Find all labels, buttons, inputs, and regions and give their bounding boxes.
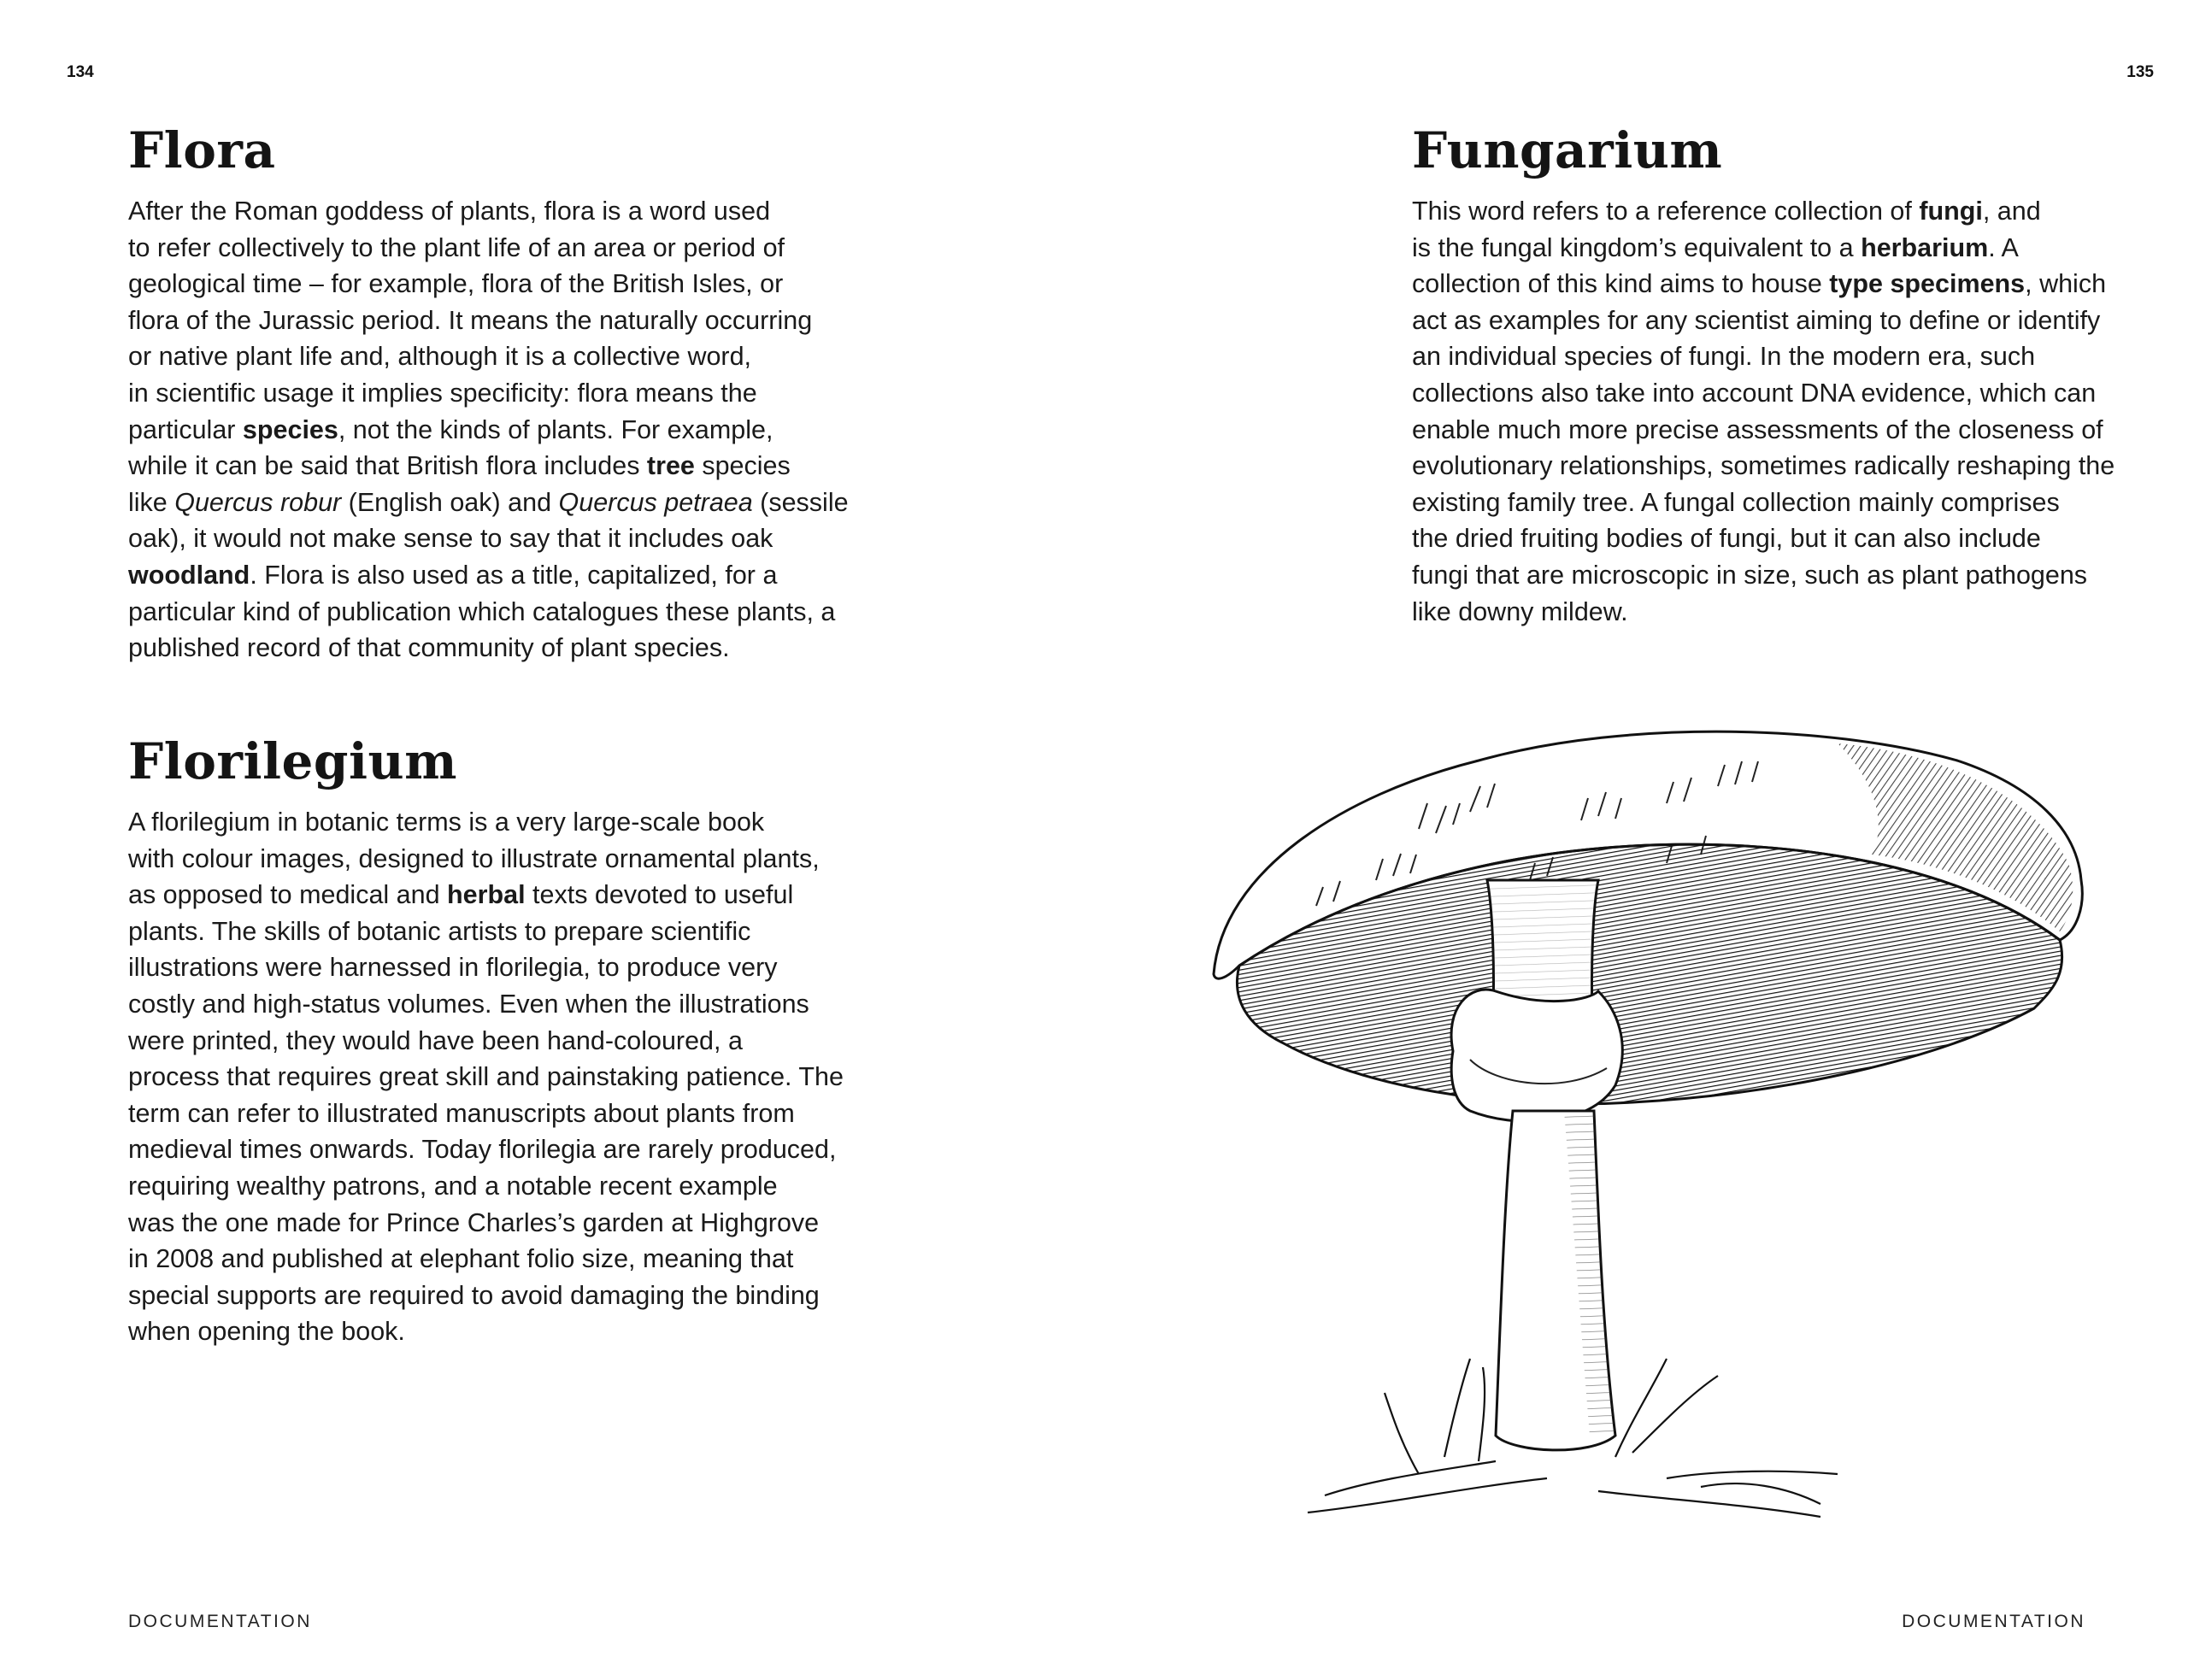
body-line: illustrations were harnessed in florilegia, to produce very <box>128 953 778 983</box>
italic-term: Quercus robur <box>174 487 342 517</box>
entry-florilegium <box>128 731 844 1350</box>
body-line: term can refer to illustrated manuscripts about plants from <box>128 1098 795 1128</box>
body-line: process that requires great skill and painstaking patience. The <box>128 1062 844 1092</box>
footer-left: DOCUMENTATION <box>128 1612 312 1631</box>
body-line: enable much more precise assessments of the closeness of <box>1412 414 2103 444</box>
mushroom-engraving-icon <box>1188 684 2094 1555</box>
body-line: requiring wealthy patrons, and a notable recent example <box>128 1171 778 1201</box>
body-line: when opening the book. <box>128 1317 405 1347</box>
body-line: as opposed to medical and herbal texts devoted to useful <box>128 880 794 910</box>
body-line: particular species, not the kinds of plants. For example, <box>128 414 773 444</box>
footer-right: DOCUMENTATION <box>1902 1612 2085 1631</box>
body-line: to refer collectively to the plant life of an area or period of <box>128 232 785 262</box>
bold-term: fungi <box>1919 197 1983 226</box>
body-line: in scientific usage it implies specificity: flora means the <box>128 378 757 408</box>
bold-term: woodland <box>128 560 250 590</box>
body-line: A florilegium in botanic terms is a very large-scale book <box>128 808 765 837</box>
body-line: existing family tree. A fungal collection mainly comprises <box>1412 487 2060 517</box>
italic-term: Quercus petraea <box>558 487 753 517</box>
page-number-right: 135 <box>2126 63 2154 81</box>
body-line: oak), it would not make sense to say that it includes oak <box>128 524 773 554</box>
bold-term: herbal <box>447 880 526 910</box>
body-line: flora of the Jurassic period. It means the naturally occurring <box>128 305 813 335</box>
body-line: while it can be said that British flora includes tree species <box>128 451 791 481</box>
body-line: was the one made for Prince Charles’s garden at Highgrove <box>128 1207 820 1237</box>
body-line: woodland. Flora is also used as a title, capitalized, for a <box>128 560 778 590</box>
body-line: is the fungal kingdom’s equivalent to a herbarium. A <box>1412 232 2019 262</box>
body-line: particular kind of publication which catalogues these plants, a <box>128 596 836 626</box>
entry-fungarium <box>1412 120 2115 630</box>
body-line: collection of this kind aims to house type specimens, which <box>1412 269 2107 299</box>
body-line: evolutionary relationships, sometimes radically reshaping the <box>1412 451 2115 481</box>
body-line: like downy mildew. <box>1412 596 1628 626</box>
bold-term: herbarium <box>1861 232 1989 262</box>
body-line: fungi that are microscopic in size, such as plant pathogens <box>1412 560 2088 590</box>
entry-body <box>128 193 849 667</box>
entry-title: Fungarium <box>1412 121 1723 179</box>
bold-term: tree <box>646 451 695 481</box>
body-line: published record of that community of plant species. <box>128 633 730 663</box>
body-line: costly and high-status volumes. Even when the illustrations <box>128 989 809 1019</box>
body-line: or native plant life and, although it is a collective word, <box>128 342 752 372</box>
body-line: were printed, they would have been hand-coloured, a <box>128 1025 743 1055</box>
body-line: with colour images, designed to illustrate ornamental plants, <box>128 843 820 873</box>
body-line: geological time – for example, flora of the British Isles, or <box>128 269 784 299</box>
body-line: plants. The skills of botanic artists to prepare scientific <box>128 916 751 946</box>
entry-body <box>128 804 844 1350</box>
body-line: the dried fruiting bodies of fungi, but it can also include <box>1412 524 2041 554</box>
entry-title: Flora <box>128 121 276 179</box>
bold-term: species <box>242 414 338 444</box>
page-number-left: 134 <box>67 63 94 81</box>
entry-title: Florilegium <box>128 732 458 790</box>
entry-body <box>1412 193 2115 630</box>
body-line: act as examples for any scientist aiming to define or identify <box>1412 305 2101 335</box>
bold-term: type specimens <box>1829 269 2026 299</box>
body-line: This word refers to a reference collection of fungi, and <box>1412 197 2041 226</box>
entry-flora <box>128 120 849 667</box>
body-line: medieval times onwards. Today florilegia are rarely produced, <box>128 1135 837 1165</box>
body-line: an individual species of fungi. In the modern era, such <box>1412 342 2036 372</box>
body-line: special supports are required to avoid damaging the binding <box>128 1280 820 1310</box>
body-line: like Quercus robur (English oak) and Quercus petraea (sessile <box>128 487 849 517</box>
body-line: After the Roman goddess of plants, flora is a word used <box>128 197 771 226</box>
body-line: collections also take into account DNA evidence, which can <box>1412 378 2097 408</box>
body-line: in 2008 and published at elephant folio size, meaning that <box>128 1244 794 1274</box>
